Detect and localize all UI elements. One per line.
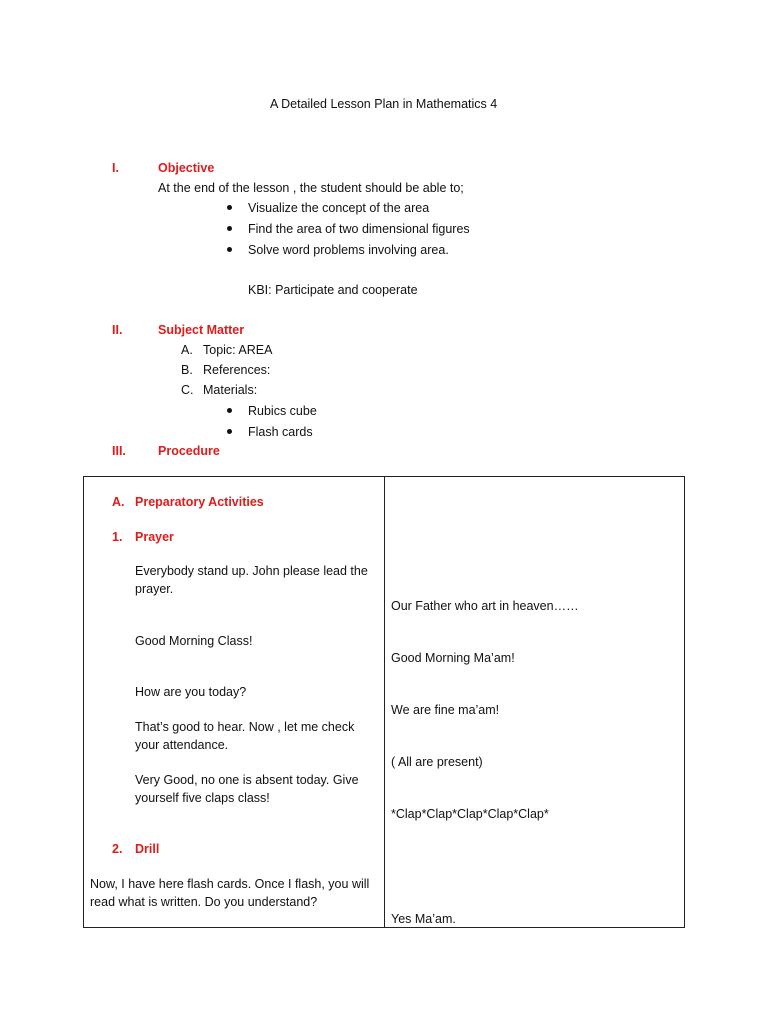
section-numeral-procedure: III. [112, 444, 126, 458]
student-line: Our Father who art in heaven…… [391, 599, 579, 613]
bullet-icon [227, 429, 232, 434]
student-line: ( All are present) [391, 755, 483, 769]
preparatory-letter: A. [112, 495, 125, 509]
subject-item-references: References: [203, 363, 271, 377]
section-numeral-objective: I. [112, 161, 119, 175]
kbi-line: KBI: Participate and cooperate [248, 283, 418, 297]
teacher-line: That’s good to hear. Now , let me check your attendance. [135, 720, 355, 752]
teacher-line: Good Morning Class! [135, 634, 253, 648]
objective-bullet: Visualize the concept of the area [248, 201, 430, 215]
subject-item-materials: Materials: [203, 383, 258, 397]
prayer-heading: Prayer [135, 530, 174, 544]
drill-number: 2. [112, 842, 123, 856]
section-numeral-subject-matter: II. [112, 323, 123, 337]
subject-item-letter: B. [181, 363, 193, 377]
procedure-table [83, 476, 685, 928]
teacher-line: Very Good, no one is absent today. Give yourself five claps class! [135, 773, 359, 805]
drill-text: Now, I have here flash cards. Once I flash, you will read what is written. Do you understand? [90, 877, 370, 909]
teacher-line: Everybody stand up. John please lead the prayer. [135, 564, 368, 596]
subject-item-topic: Topic: AREA [203, 343, 273, 357]
document-title: A Detailed Lesson Plan in Mathematics 4 [270, 97, 498, 111]
objective-bullet: Solve word problems involving area. [248, 243, 449, 257]
subject-item-letter: C. [181, 383, 194, 397]
prayer-number: 1. [112, 530, 123, 544]
drill-heading: Drill [135, 842, 160, 856]
subject-item-letter: A. [181, 343, 193, 357]
objective-bullet: Find the area of two dimensional figures [248, 222, 470, 236]
student-line: We are fine ma’am! [391, 703, 500, 717]
material-item: Rubics cube [248, 404, 317, 418]
bullet-icon [227, 226, 232, 231]
objective-intro: At the end of the lesson , the student should be able to; [158, 181, 464, 195]
student-line: Yes Ma’am. [391, 912, 456, 926]
bullet-icon [227, 205, 232, 210]
teacher-line: How are you today? [135, 685, 247, 699]
section-heading-objective: Objective [158, 161, 215, 175]
student-line: Good Morning Ma’am! [391, 651, 515, 665]
column-divider [384, 477, 385, 927]
bullet-icon [227, 247, 232, 252]
preparatory-activities-heading: Preparatory Activities [135, 495, 264, 509]
student-line: *Clap*Clap*Clap*Clap*Clap* [391, 807, 549, 821]
section-heading-subject-matter: Subject Matter [158, 323, 245, 337]
bullet-icon [227, 408, 232, 413]
material-item: Flash cards [248, 425, 313, 439]
section-heading-procedure: Procedure [158, 444, 220, 458]
